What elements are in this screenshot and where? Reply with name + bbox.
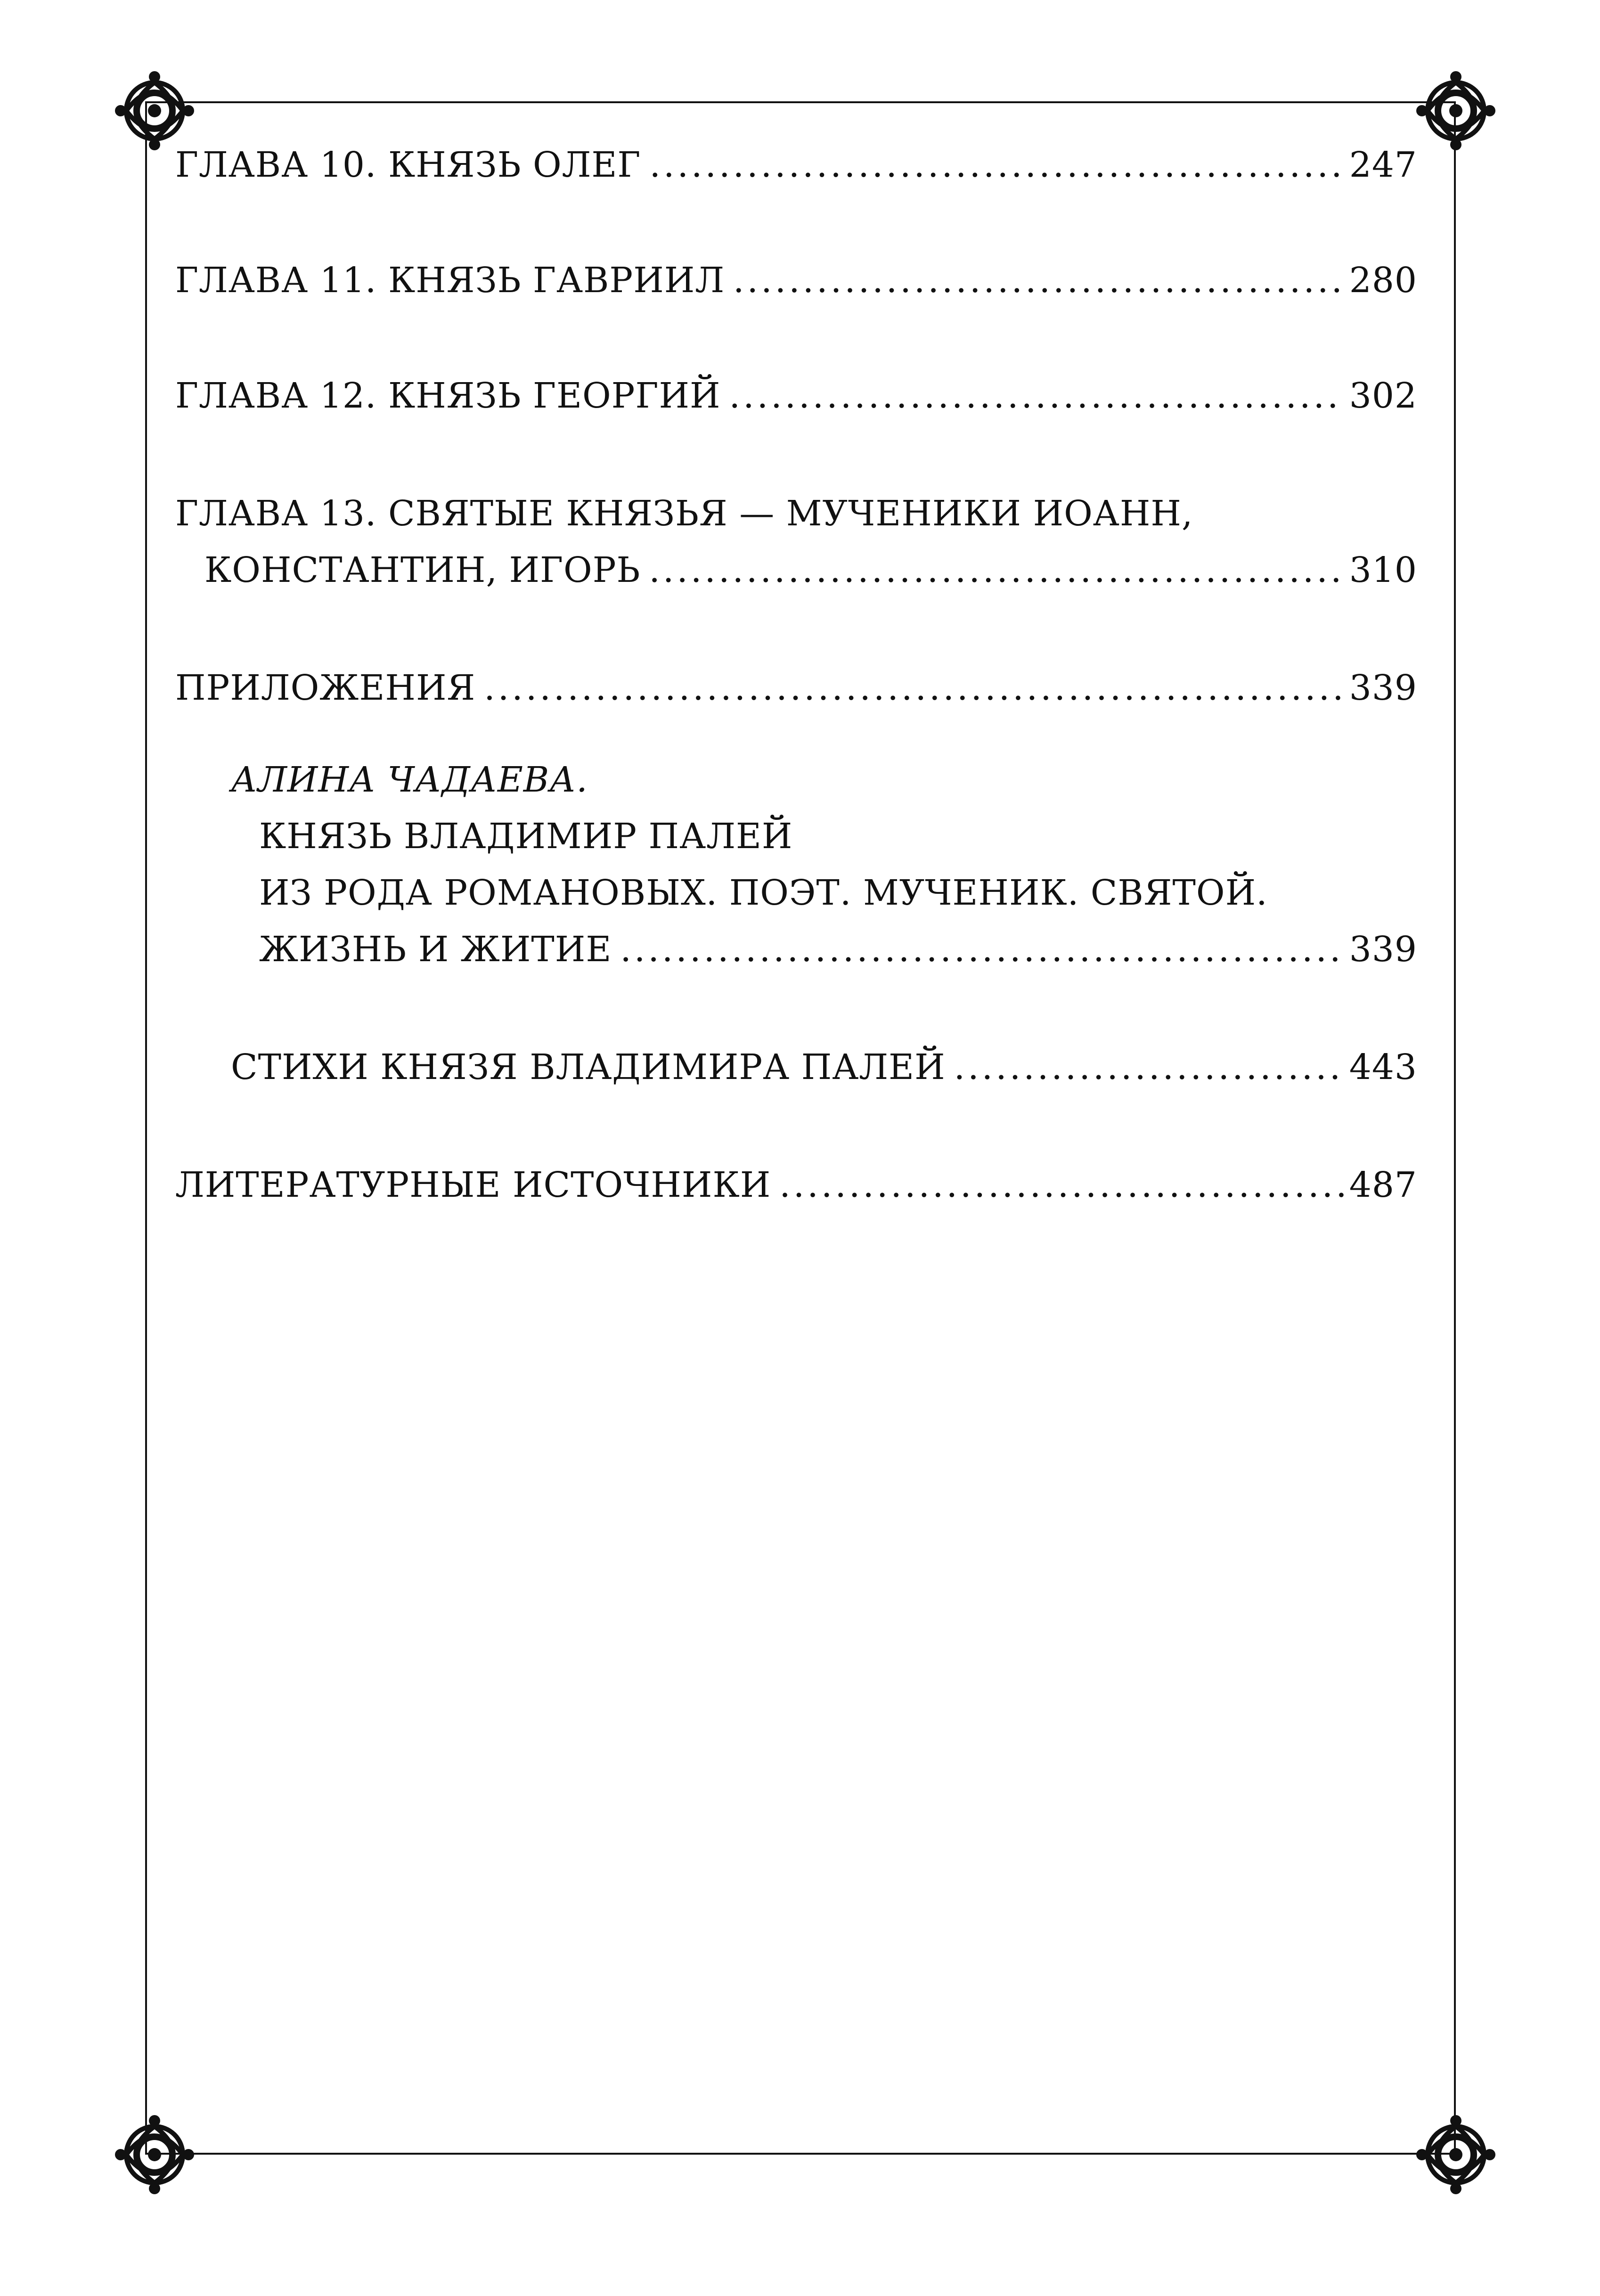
toc-subentry-poems[interactable] (231, 1044, 1417, 1091)
dot-leader (649, 547, 1343, 594)
dot-leader (729, 372, 1344, 419)
toc-entry-page: 339 (1349, 929, 1417, 970)
celtic-knot-icon (1409, 2108, 1503, 2202)
toc-entry-title: КОНСТАНТИН, ИГОРЬ (204, 550, 641, 590)
dot-leader (733, 257, 1344, 304)
toc-entry-chapter-13-cont[interactable] (204, 547, 1417, 594)
toc-entry-page: 487 (1349, 1165, 1417, 1205)
toc-entry-chapter-12[interactable] (175, 372, 1417, 419)
dot-leader (649, 141, 1343, 188)
toc-entry-literature[interactable] (175, 1161, 1417, 1209)
toc-entry-chapter-11[interactable] (175, 257, 1417, 304)
toc-entry-page: 310 (1349, 550, 1417, 590)
toc-entry-title: ПРИЛОЖЕНИЯ (175, 668, 476, 708)
celtic-knot-icon (1409, 64, 1503, 158)
toc-entry-chapter-10[interactable] (175, 141, 1417, 188)
dot-leader (954, 1044, 1344, 1091)
toc-entry-page: 247 (1349, 145, 1417, 185)
toc-entry-title: ГЛАВА 12. КНЯЗЬ ГЕОРГИЙ (175, 376, 721, 416)
toc-subentry-line: КНЯЗЬ ВЛАДИМИР ПАЛЕЙ (259, 816, 793, 857)
dot-leader (779, 1161, 1344, 1209)
celtic-knot-icon (107, 2108, 202, 2202)
toc-entry-page: 280 (1349, 260, 1417, 301)
toc-entry-title: СТИХИ КНЯЗЯ ВЛАДИМИРА ПАЛЕЙ (231, 1047, 946, 1087)
toc-entry-chapter-13[interactable] (175, 490, 1417, 537)
toc-entry-page: 302 (1349, 376, 1417, 416)
toc-subentry-line: ИЗ РОДА РОМАНОВЫХ. ПОЭТ. МУЧЕНИК. СВЯТОЙ. (259, 873, 1268, 913)
toc-subentry-palei-biography[interactable] (259, 926, 1417, 973)
toc-entry-page: 443 (1349, 1047, 1417, 1087)
toc-entry-title-line: ГЛАВА 13. СВЯТЫЕ КНЯЗЬЯ — МУЧЕНИКИ ИОАНН, (175, 493, 1193, 534)
toc-entry-title: ГЛАВА 10. КНЯЗЬ ОЛЕГ (175, 145, 641, 185)
dot-leader (620, 926, 1343, 973)
toc-entry-page: 339 (1349, 668, 1417, 708)
toc-entry-title: ЛИТЕРАТУРНЫЕ ИСТОЧНИКИ (175, 1165, 771, 1205)
toc-entry-title: ГЛАВА 11. КНЯЗЬ ГАВРИИЛ (175, 260, 725, 301)
toc-entry-appendices[interactable] (175, 664, 1417, 711)
dot-leader (484, 664, 1343, 711)
toc-subentry-author: АЛИНА ЧАДАЕВА. (231, 760, 588, 800)
toc-entry-title: ЖИЗНЬ И ЖИТИЕ (259, 929, 612, 970)
